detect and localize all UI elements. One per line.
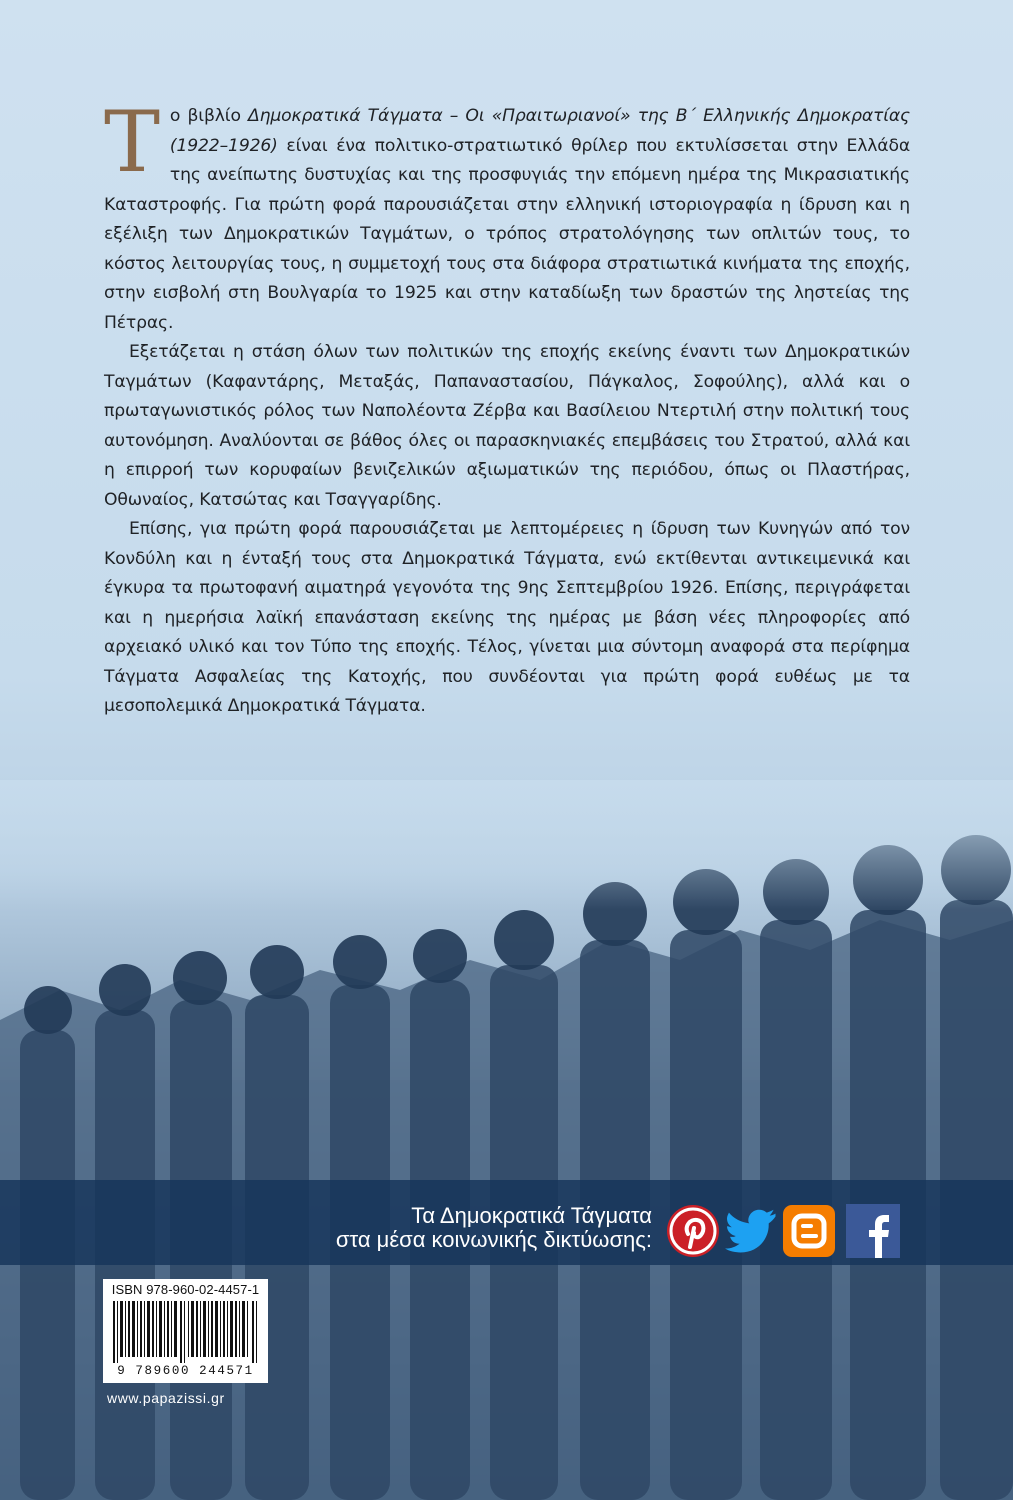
paragraph-1	[104, 93, 910, 338]
isbn-digits: 9 789600 244571	[117, 1364, 254, 1378]
barcode	[111, 1301, 261, 1363]
facebook-icon[interactable]	[846, 1204, 900, 1258]
book-title: Δημοκρατικά Τάγματα – Οι «Πραιτωριανοί» της Β΄ Ελληνικής Δημοκρατίας (1922–1926)	[169, 106, 910, 156]
paragraph-2: Εξετάζεται η στάση όλων των πολιτικών της εποχής εκείνης έναντι των Δημοκρατικών Ταγμάτων (Καφαντάρης, Μεταξάς, Παπαναστασίου, Πάγκαλος, Σοφούλης), αλλά και ο πρωταγωνιστικός ρόλος των Ναπολέοντα Ζέρβα και Βασίλειου Ντερτιλή στην πολιτική τους αυτονόμηση. Αναλύονται σε βάθος όλες οι παρασκηνιακές επεμβάσεις του Στρατού, αλλά και η επιρροή των κορυφαίων βενιζελικών αξιωματικών της περιόδου, όπως οι Πλαστήρας, Οθωναίος, Κατσώτας και Τσαγγαρίδης.	[104, 342, 910, 510]
paragraph-1-lead: ο βιβλίο	[169, 106, 249, 126]
pinterest-icon[interactable]	[666, 1204, 720, 1258]
paragraph-1-body: είναι ένα πολιτικο-στρατιωτικό θρίλερ που εκτυλίσσεται στην Ελλάδα της ανείπωτης δυστυχίας και της προσφυγιάς την επόμενη ημέρα της Μικρασιατικής Καταστροφής. Για πρώτη φορά παρουσιάζεται στην ελληνική ιστοριογραφία η ίδρυση και η εξέλιξη των Δημοκρατικών Ταγμάτων, ο τρόπος στρατολόγησης των οπλιτών τους, το κόστος λειτουργίας τους, η συμμετοχή τους στα διάφορα στρατιωτικά κινήματα της εποχής, στην εισβολή στη Βουλγαρία το 1925 και στην καταδίωξη των δραστών της ληστείας της Πέτρας.	[104, 135, 910, 333]
isbn-barcode-box	[103, 1279, 268, 1383]
twitter-icon[interactable]	[724, 1204, 778, 1258]
drop-cap: Τ	[104, 93, 160, 191]
publisher-website[interactable]: www.papazissi.gr	[107, 1390, 225, 1406]
social-caption-line2: στα μέσα κοινωνικής δικτύωσης:	[335, 1227, 652, 1252]
isbn-label: ISBN 978-960-02-4457-1	[111, 1282, 260, 1297]
description-text	[104, 93, 910, 722]
paragraph-3: Επίσης, για πρώτη φορά παρουσιάζεται με λεπτομέρειες η ίδρυση των Κυνηγών από τον Κονδύλη και η ένταξή τους στα Δημοκρατικά Τάγματα, ενώ εκτίθενται αντικειμενικά και έγκυρα τα πρωτοφανή αιματηρά γεγονότα της 9ης Σεπτεμβρίου 1926. Επίσης, περιγράφεται και η ημερήσια λαϊκή επανάσταση εκείνης της ημέρας με βάση νέες πληροφορίες από αρχειακό υλικό και τον Τύπο της εποχής. Τέλος, γίνεται μια σύντομη αναφορά στα περίφημα Τάγματα Ασφαλείας της Κατοχής, που συνδέονται για πρώτη φορά ευθέως με τα μεσοπολεμικά Δημοκρατικά Τάγματα.	[104, 519, 910, 716]
blogger-icon[interactable]	[782, 1204, 836, 1258]
social-caption-line1: Τα Δημοκρατικά Τάγματα	[411, 1203, 652, 1228]
social-caption	[292, 1204, 652, 1252]
